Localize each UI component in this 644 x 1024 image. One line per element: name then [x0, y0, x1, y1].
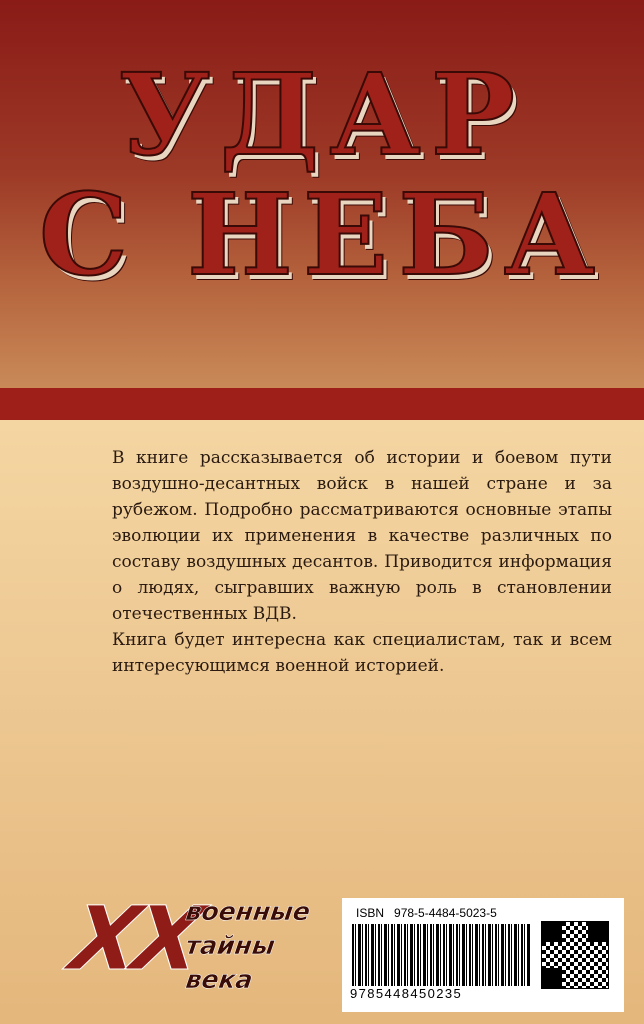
isbn-label-row: [356, 906, 507, 920]
red-divider-band: [0, 388, 644, 420]
description-paragraph-2: Книга будет интересна как специалистам, так и всем интересующимся военной историей.: [112, 630, 612, 676]
series-numeral: XX: [63, 887, 205, 990]
description-paragraph-1: В книге рассказывается об истории и боевом пути воздушно-десантных войск в нашей стране и за рубежом. Подробно рассматриваются основные этапы эволюции их применения в качестве различных по составу воздушных десантов. Приводится информация о людях, сыгравших важную роль в становлении отечественных ВДВ.: [112, 448, 612, 624]
isbn-label: ISBN: [356, 906, 385, 920]
series-word-1: военные: [183, 897, 313, 926]
title-line-1: УДАР: [119, 50, 525, 181]
series-logo: [63, 887, 313, 1005]
isbn-number: 978-5-4484-5023-5: [394, 906, 497, 920]
isbn-block: [342, 898, 624, 1012]
series-word-2: тайны: [183, 931, 277, 960]
qr-code-icon: [542, 922, 608, 988]
barcode-icon: [352, 924, 530, 986]
series-word-3: века: [183, 965, 255, 994]
barcode-digits: 9785448450235: [350, 986, 463, 1001]
book-description: [112, 445, 612, 679]
title-line-2: С НЕБА: [38, 170, 606, 301]
